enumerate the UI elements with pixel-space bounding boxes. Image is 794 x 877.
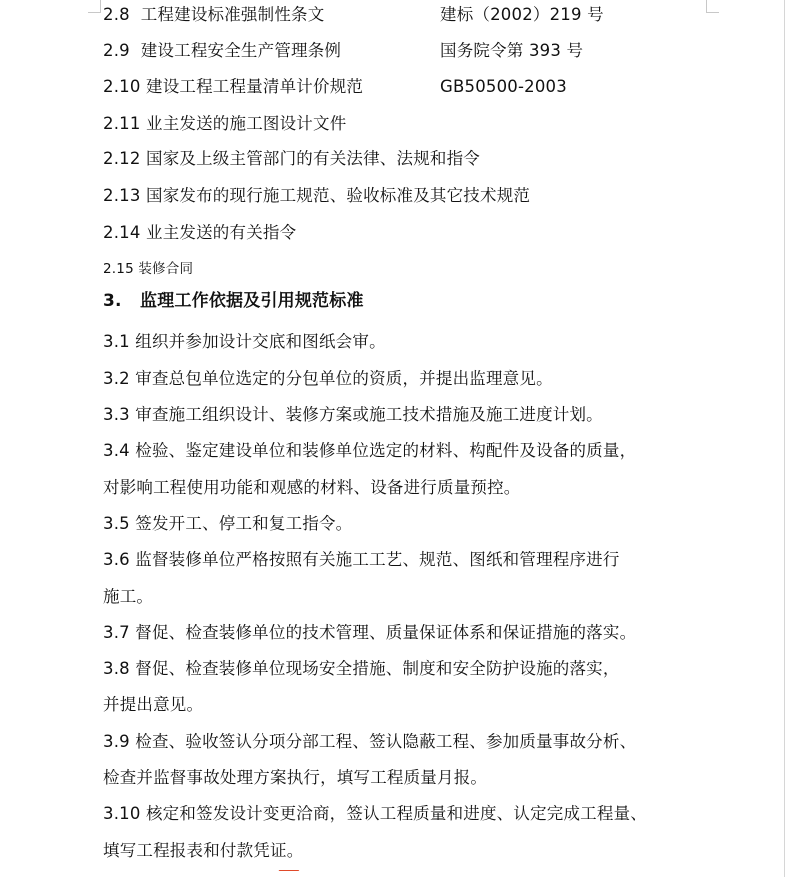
item-reference: GB50500-2003 [440, 77, 567, 96]
paragraph-line: 对影响工程使用功能和观感的材料、设备进行质量预控。 [103, 478, 521, 497]
paragraph-line: 3.7 督促、检查装修单位的技术管理、质量保证体系和保证措施的落实。 [103, 623, 637, 642]
item-text: 2.13 [103, 186, 141, 205]
item-text: 业主发送的施工图设计文件 [146, 114, 347, 133]
item-reference: 国务院令第 393 号 [440, 41, 584, 60]
item-text: 2.12 [103, 149, 141, 168]
item-text: 2.8 [103, 5, 130, 24]
paragraph-line: 施工。 [103, 587, 154, 606]
section-title: 监理工作依据及引用规范标准 [140, 291, 364, 311]
list-item: 2.15 装修合同 [103, 261, 194, 277]
item-text: 业主发送的有关指令 [146, 223, 297, 242]
red-annotation-mark [273, 870, 300, 877]
paragraph-line: 3.3 审查施工组织设计、装修方案或施工技术措施及施工进度计划。 [103, 405, 603, 424]
paragraph-line: 3.2 审查总包单位选定的分包单位的资质，并提出监理意见。 [103, 369, 553, 388]
paragraph-line: 填写工程报表和付款凭证。 [103, 841, 304, 860]
item-text: 2.9 [103, 41, 130, 60]
section-number: 3. [103, 291, 122, 311]
paragraph-line: 并提出意见。 [103, 695, 204, 714]
item-reference: 建标（2002）219 号 [440, 5, 604, 24]
page-corner-mark-left [88, 0, 101, 13]
paragraph-line: 3.9 检查、验收签认分项分部工程、签认隐蔽工程、参加质量事故分析、 [103, 732, 637, 751]
item-text: 2.10 [103, 77, 141, 96]
paragraph-line: 检查并监督事故处理方案执行，填写工程质量月报。 [103, 768, 488, 787]
paragraph-line: 3.1 组织并参加设计交底和图纸会审。 [103, 332, 386, 351]
paragraph-line: 3.6 监督装修单位严格按照有关施工工艺、规范、图纸和管理程序进行 [103, 550, 620, 569]
list-item [103, 148, 480, 170]
section-heading [103, 290, 364, 312]
paragraph-line: 3.5 签发开工、停工和复工指令。 [103, 514, 353, 533]
item-text: 2.11 [103, 114, 141, 133]
item-text: 建设工程安全生产管理条例 [140, 41, 342, 60]
list-item [103, 222, 296, 244]
item-text: 建设工程工程量清单计价规范 [146, 77, 364, 96]
list-item [103, 113, 346, 135]
page-corner-mark-right [706, 0, 719, 13]
item-text: 国家及上级主管部门的有关法律、法规和指令 [146, 149, 480, 168]
page-right-edge [784, 0, 785, 877]
item-text: 工程建设标准强制性条文 [140, 5, 325, 24]
paragraph-line: 3.10 核定和签发设计变更洽商，签认工程质量和进度、认定完成工程量、 [103, 804, 647, 823]
list-item [103, 76, 567, 98]
list-item [103, 185, 530, 207]
list-item [103, 40, 584, 62]
list-item [103, 4, 604, 26]
item-text: 国家发布的现行施工规范、验收标准及其它技术规范 [146, 186, 531, 205]
paragraph-line: 3.8 督促、检查装修单位现场安全措施、制度和安全防护设施的落实， [103, 659, 620, 678]
item-text: 2.14 [103, 223, 141, 242]
paragraph-line: 3.4 检验、鉴定建设单位和装修单位选定的材料、构配件及设备的质量， [103, 441, 637, 460]
